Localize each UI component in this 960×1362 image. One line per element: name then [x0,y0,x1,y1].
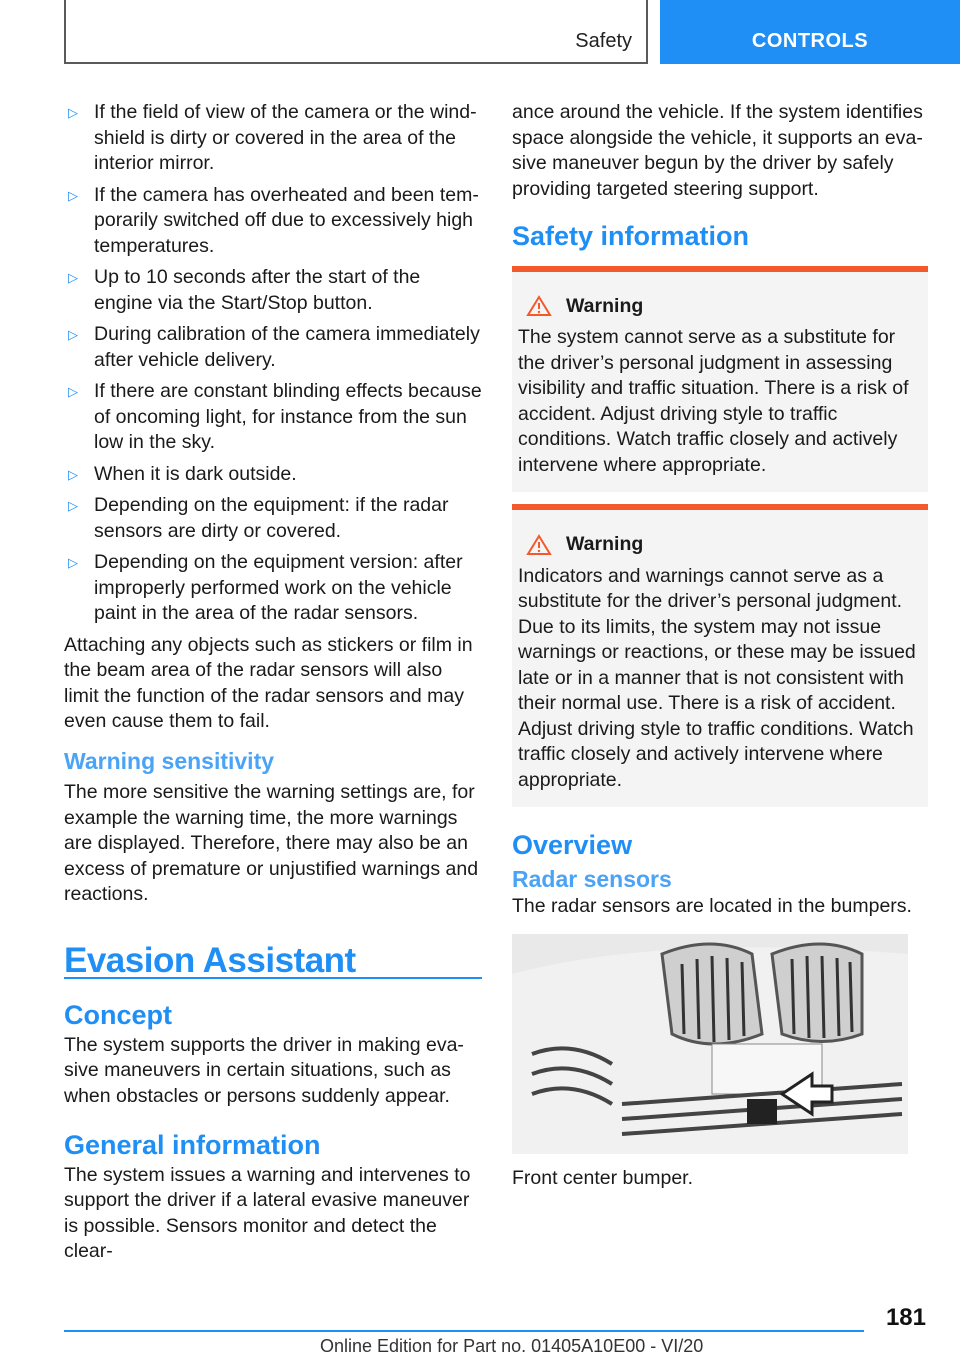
photo-caption: Front center bumper. [512,1166,694,1189]
warning-text: The system cannot serve as a substitute for the driver’s personal judgment in assessing visibility and traffic situation. There is a risk of accident. Adjust driving style to traffic conditions. Watch traffic closely and actively intervene where appropriate. [518,326,909,476]
bullet-triangle-icon: ▷ [68,105,78,120]
edition-label: Online Edition for Part no. 01405A10E00 - VI/20 [320,1336,704,1356]
radar-sensors-paragraph: The radar sensors are located in the bumpers. [512,895,912,917]
warning-header [518,294,922,320]
warning-box [512,504,928,807]
right-column [512,100,928,1191]
warning-title: Warning [566,533,644,555]
attach-paragraph: Attaching any objects such as stickers or film in the beam area of the radar sensors will also limit the function of the radar sensors and may even cause them to fail. [64,633,473,732]
list-item: ▷ During calibration of the camera immediately after vehicle delivery. [68,323,480,371]
warning-sensitivity-paragraph: The more sensitive the warning settings are, for example the warning time, the more warnings are displayed. Therefore, there may also be an excess of premature or unjustified warnings and reactions. [64,781,479,905]
bullet-triangle-icon: ▷ [68,466,78,482]
page-number: 181 [885,1304,926,1331]
overview-heading: Overview [512,830,633,860]
general-information-paragraph: The system issues a warning and intervenes to support the driver if a lateral evasive maneuver is possible. Sensors monitor and detect the clear- [64,1163,471,1262]
page-header [0,0,960,66]
evasion-assistant-heading: Evasion Assistant [64,948,482,980]
radar-sensors-heading: Radar sensors [512,865,672,892]
safety-information-heading: Safety information [512,221,750,251]
bumper-photo [512,934,908,1154]
list-item: ▷ Up to 10 seconds after the start of the engine via the Start/Stop button. [68,266,421,314]
warning-header [518,532,922,558]
warning-triangle-icon [526,295,552,317]
continued-paragraph: ance around the vehicle. If the system identifies space alongside the vehicle, it supports an evasive maneuver begun by the driver by safely providing targeted steering support. [512,101,923,200]
section-title: Safety [575,30,632,52]
warning-box [512,266,928,493]
chapter-tab[interactable]: CONTROLS [660,0,960,64]
bullet-triangle-icon: ▷ [68,384,78,399]
header-box [64,0,648,64]
warning-title: Warning [566,294,644,317]
list-item: ▷ If there are constant blinding effects because of oncoming light, for instance from the sun low in the sky. [68,380,482,453]
bullet-triangle-icon: ▷ [68,270,78,285]
warning-triangle-icon [526,534,552,556]
concept-heading: Concept [64,1000,172,1030]
bumper-illustration [512,934,908,1154]
warning-text: Indicators and warnings cannot serve as a substitute for the driver’s personal judgment. Due to its limits, the system may not issue warnings or reactions, or these may be issued late or in a manner that is not consistent with their normal use. There is a risk of accident. Adjust driving style to traffic conditions. Watch traffic closely and actively intervene where appropriate. [518,564,916,791]
bullet-triangle-icon: ▷ [68,187,78,203]
bullet-triangle-icon: ▷ [68,555,78,570]
list-item: ▷ Depending on the equipment version: after improperly performed work on the vehicle paint in the area of the radar sensors. [68,551,463,624]
list-item: ▷ Depending on the equipment: if the radar sensors are dirty or covered. [68,494,449,542]
conditions-list [64,100,482,627]
bullet-triangle-icon: ▷ [68,498,78,513]
left-column [64,100,482,1265]
list-item: ▷ If the camera has overheated and been temporarily switched off due to excessively high temperatures. [68,183,479,257]
concept-paragraph: The system supports the driver in making evasive maneuvers in certain situations, such as when obstacles or persons suddenly appear. [64,1033,464,1107]
bullet-triangle-icon: ▷ [68,327,78,342]
list-item: ▷ When it is dark outside. [64,462,482,488]
warning-sensitivity-heading: Warning sensitivity [64,747,275,774]
general-information-heading: General information [64,1130,321,1160]
list-item: ▷ If the field of view of the camera or the windshield is dirty or covered in the area of the interior mirror. [68,101,477,174]
footer-divider [64,1330,864,1332]
